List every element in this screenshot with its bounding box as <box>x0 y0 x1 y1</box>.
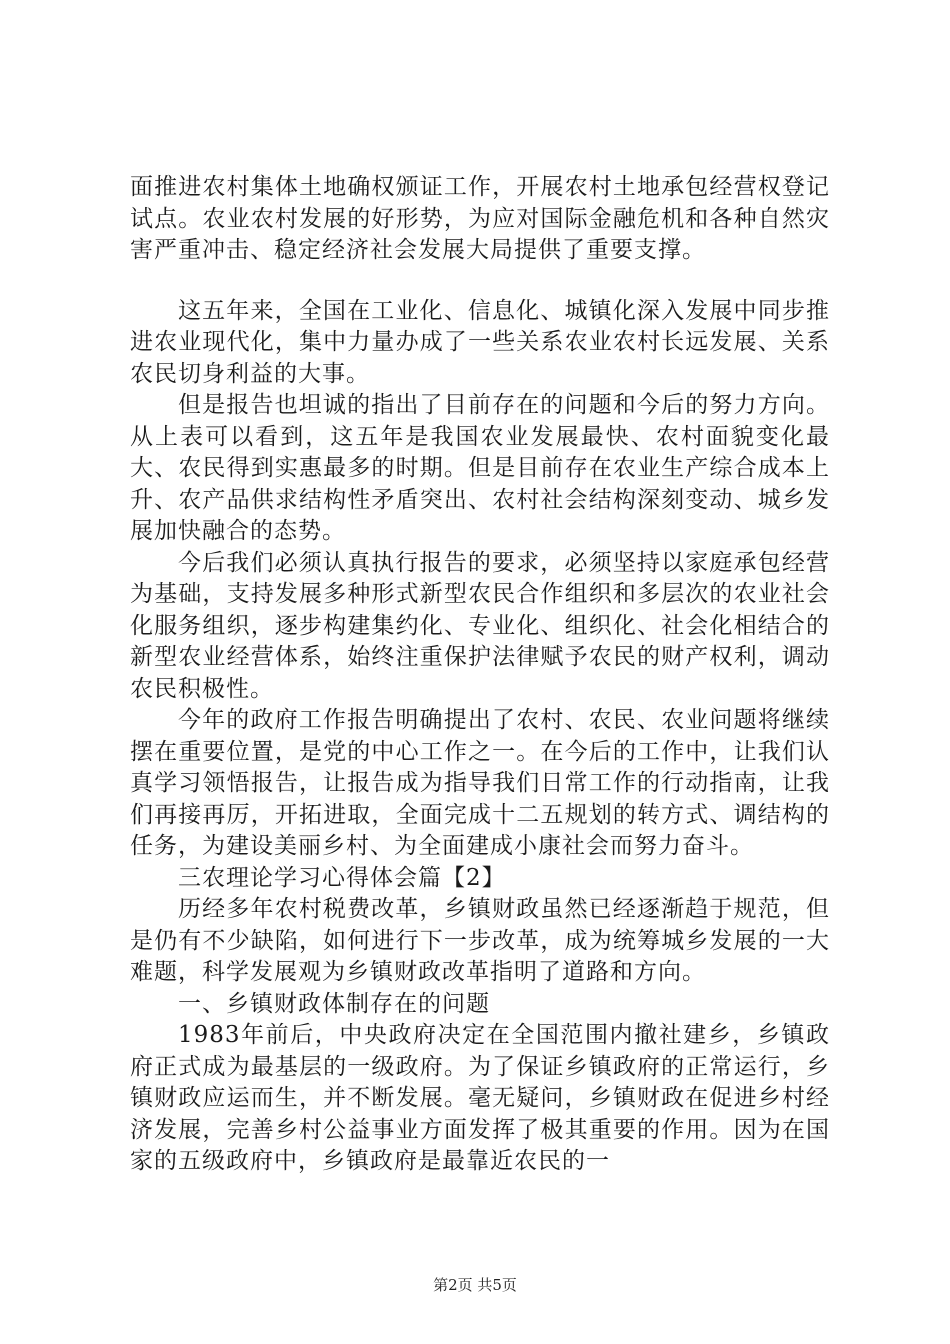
page-number-footer: 第2页 共5页 <box>433 1276 517 1294</box>
paragraph-tax-reform: 历经多年农村税费改革，乡镇财政虽然已经逐渐趋于规范，但是仍有不少缺陷，如何进行下一步改革，成为统筹城乡发展的一大难题，科学发展观为乡镇财政改革指明了道路和方向。 <box>130 896 830 985</box>
subsection-heading: 一、乡镇财政体制存在的问题 <box>178 990 490 1017</box>
paragraph-five-years: 这五年来，全国在工业化、信息化、城镇化深入发展中同步推进农业现代化，集中力量办成了一些关系农业农村长远发展、关系农民切身利益的大事。 <box>130 297 830 387</box>
paragraph-1983: 1983年前后，中央政府决定在全国范围内撤社建乡，乡镇政府正式成为最基层的一级政府。为了保证乡镇政府的正常运行，乡镇财政应运而生，并不断发展。毫无疑问，乡镇财政在促进乡村经济发展，完善乡村公益事业方面发挥了极其重要的作用。因为在国家的五级政府中，乡镇政府是最靠近农民的一 <box>130 1022 830 1174</box>
paragraph-government-report: 今年的政府工作报告明确提出了农村、农民、农业问题将继续摆在重要位置，是党的中心工作之一。在今后的工作中，让我们认真学习领悟报告，让报告成为指导我们日常工作的行动指南，让我们再接再厉，开拓进取，全面完成十二五规划的转方式、调结构的任务，为建设美丽乡村、为全面建成小康社会而努力奋斗。 <box>130 707 830 859</box>
document-body <box>130 172 830 1178</box>
section-heading: 三农理论学习心得体会篇【2】 <box>178 864 506 891</box>
paragraph-problems: 但是报告也坦诚的指出了目前存在的问题和今后的努力方向。从上表可以看到，这五年是我国农业发展最快、农村面貌变化最大、农民得到实惠最多的时期。但是目前存在农业生产综合成本上升、农产品供求结构性矛盾突出、农村社会结构深刻变动、城乡发展加快融合的态势。 <box>130 392 830 544</box>
paragraph-continuation: 面推进农村集体土地确权颁证工作，开展农村土地承包经营权登记试点。农业农村发展的好形势，为应对国际金融危机和各种自然灾害严重冲击、稳定经济社会发展大局提供了重要支撑。 <box>130 174 830 263</box>
paragraph-requirements: 今后我们必须认真执行报告的要求，必须坚持以家庭承包经营为基础，支持发展多种形式新型农民合作组织和多层次的农业社会化服务组织，逐步构建集约化、专业化、组织化、社会化相结合的新型农业经营体系，始终注重保护法律赋予农民的财产权利，调动农民积极性。 <box>130 549 830 702</box>
